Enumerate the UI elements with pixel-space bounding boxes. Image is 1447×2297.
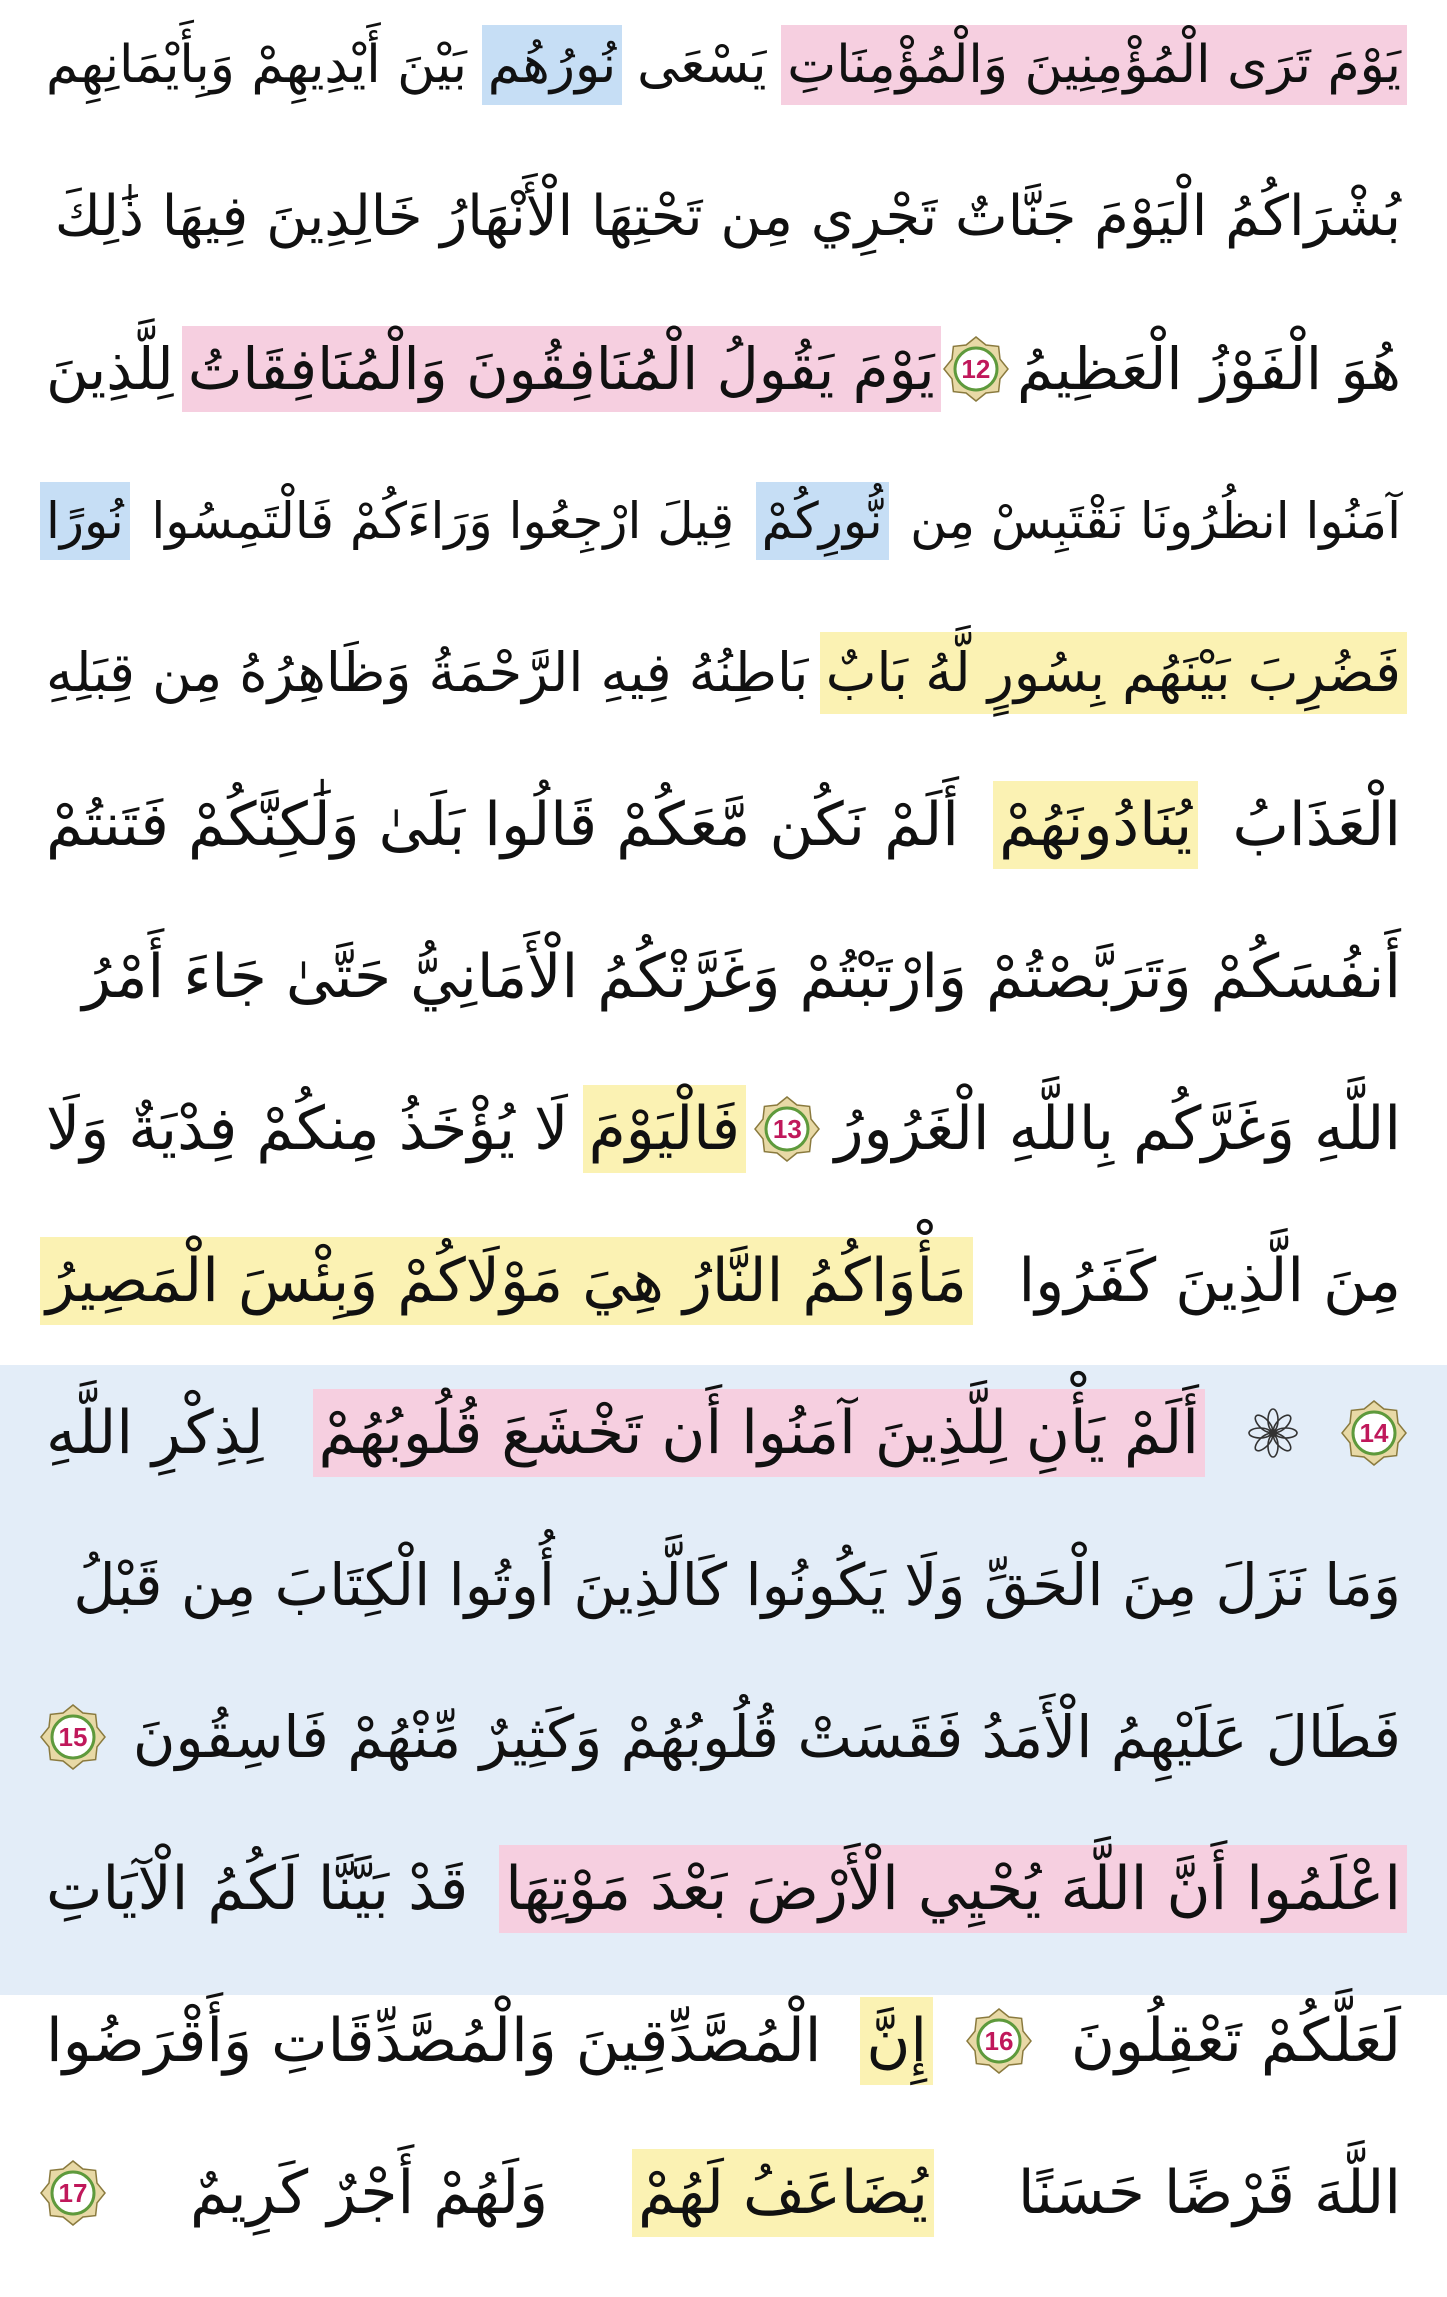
- verse-line: [40, 623, 1407, 723]
- verse-text: لِلَّذِينَ: [46, 335, 174, 403]
- ayah-number-marker: [966, 2008, 1032, 2074]
- ayah-number-marker: [1341, 1400, 1407, 1466]
- verse-line: [40, 1079, 1407, 1179]
- verse-text: الْعَذَابُ: [1232, 790, 1401, 860]
- verse-line: [40, 471, 1407, 571]
- verse-line: [40, 15, 1407, 115]
- highlighted-phrase: إِنَّ: [860, 1997, 933, 2085]
- highlighted-phrase: يَوْمَ تَرَى الْمُؤْمِنِينَ وَالْمُؤْمِنَاتِ: [781, 25, 1407, 105]
- highlighted-phrase: يُضَاعَفُ لَهُمْ: [632, 2149, 934, 2237]
- verse-text: الْمُصَّدِّقِينَ وَالْمُصَّدِّقَاتِ وَأَقْرَضُوا: [46, 2006, 822, 2076]
- verse-line: [40, 1991, 1407, 2091]
- verse-text: قَدْ بَيَّنَّا لَكُمُ الْآيَاتِ: [46, 1854, 469, 1924]
- verse-text: وَمَا نَزَلَ مِنَ الْحَقِّ وَلَا يَكُونُوا كَالَّذِينَ أُوتُوا الْكِتَابَ مِن قَبْلُ: [73, 1551, 1401, 1619]
- verse-text: بُشْرَاكُمُ الْيَوْمَ جَنَّاتٌ تَجْرِي مِن تَحْتِهَا الْأَنْهَارُ خَالِدِينَ فِيهَا ذَٰلِكَ: [54, 184, 1401, 249]
- ayah-number: 12: [961, 354, 991, 384]
- verse-text: أَلَمْ نَكُن مَّعَكُمْ قَالُوا بَلَىٰ وَلَٰكِنَّكُمْ فَتَنتُمْ: [46, 790, 959, 860]
- ayah-number: 16: [984, 2026, 1014, 2056]
- verse-text: يَسْعَى: [637, 35, 767, 95]
- ayah-number: 15: [58, 1722, 88, 1752]
- ayah-number-marker: [943, 336, 1009, 402]
- verse-line: [40, 167, 1407, 267]
- verse-text: مِنَ الَّذِينَ كَفَرُوا: [1018, 1246, 1401, 1316]
- highlighted-phrase: يَوْمَ يَقُولُ الْمُنَافِقُونَ وَالْمُنَافِقَاتُ: [182, 326, 941, 412]
- highlighted-phrase: نُّورِكُمْ: [756, 482, 889, 560]
- verse-line: [40, 1839, 1407, 1939]
- highlighted-phrase: نُورُهُم: [482, 25, 622, 105]
- highlighted-phrase: مَأْوَاكُمُ النَّارُ هِيَ مَوْلَاكُمْ وَبِئْسَ الْمَصِيرُ: [40, 1237, 973, 1325]
- verse-text: أَنفُسَكُمْ وَتَرَبَّصْتُمْ وَارْتَبْتُمْ وَغَرَّتْكُمُ الْأَمَانِيُّ حَتَّىٰ جَاءَ أَمْرُ: [82, 942, 1401, 1012]
- highlighted-phrase: فَالْيَوْمَ: [583, 1085, 747, 1173]
- verse-text: آمَنُوا انظُرُونَا نَقْتَبِسْ مِن: [910, 492, 1401, 550]
- verse-text: اللَّهِ وَغَرَّكُم بِاللَّهِ الْغَرُورُ: [834, 1094, 1401, 1164]
- highlighted-phrase: اعْلَمُوا أَنَّ اللَّهَ يُحْيِي الْأَرْضَ بَعْدَ مَوْتِهَا: [499, 1845, 1407, 1933]
- verse-line: [40, 1383, 1407, 1483]
- verse-line: [40, 927, 1407, 1027]
- ayah-number-marker: [40, 1704, 106, 1770]
- verse-line: [40, 1535, 1407, 1635]
- verse-text: اللَّهَ قَرْضًا حَسَنًا: [1017, 2158, 1401, 2228]
- highlighted-phrase: نُورًا: [40, 482, 130, 560]
- verse-text: فَطَالَ عَلَيْهِمُ الْأَمَدُ فَقَسَتْ قُلُوبُهُمْ وَكَثِيرٌ مِّنْهُمْ فَاسِقُونَ: [132, 1703, 1401, 1771]
- verse-line: [40, 1231, 1407, 1331]
- highlighted-phrase: فَضُرِبَ بَيْنَهُم بِسُورٍ لَّهُ بَابٌ: [820, 632, 1407, 714]
- ayah-number: 17: [58, 2178, 88, 2208]
- verse-text: بَيْنَ أَيْدِيهِمْ وَبِأَيْمَانِهِم: [46, 35, 467, 95]
- verse-line: [40, 1687, 1407, 1787]
- ayah-number: 13: [772, 1114, 802, 1144]
- sajda-flower-icon: [1248, 1408, 1298, 1458]
- verse-text: وَلَهُمْ أَجْرٌ كَرِيمٌ: [189, 2158, 549, 2228]
- highlighted-phrase: يُنَادُونَهُمْ: [993, 781, 1198, 869]
- verse-text: قِيلَ ارْجِعُوا وَرَاءَكُمْ فَالْتَمِسُوا: [151, 492, 735, 550]
- ayah-number: 14: [1359, 1418, 1389, 1448]
- ayah-number-marker: [754, 1096, 820, 1162]
- verse-text: بَاطِنُهُ فِيهِ الرَّحْمَةُ وَظَاهِرُهُ مِن قِبَلِهِ: [46, 641, 809, 704]
- verse-text: هُوَ الْفَوْزُ الْعَظِيمُ: [1017, 335, 1401, 403]
- verse-line: [40, 319, 1407, 419]
- verse-line: [40, 2143, 1407, 2243]
- verse-text: لِذِكْرِ اللَّهِ: [46, 1398, 264, 1468]
- verse-line: [40, 775, 1407, 875]
- verse-text: لَعَلَّكُمْ تَعْقِلُونَ: [1070, 2006, 1401, 2076]
- ayah-number-marker: [40, 2160, 106, 2226]
- highlighted-phrase: أَلَمْ يَأْنِ لِلَّذِينَ آمَنُوا أَن تَخْشَعَ قُلُوبُهُمْ: [313, 1389, 1205, 1477]
- verse-text: لَا يُؤْخَذُ مِنكُمْ فِدْيَةٌ وَلَا: [46, 1094, 569, 1164]
